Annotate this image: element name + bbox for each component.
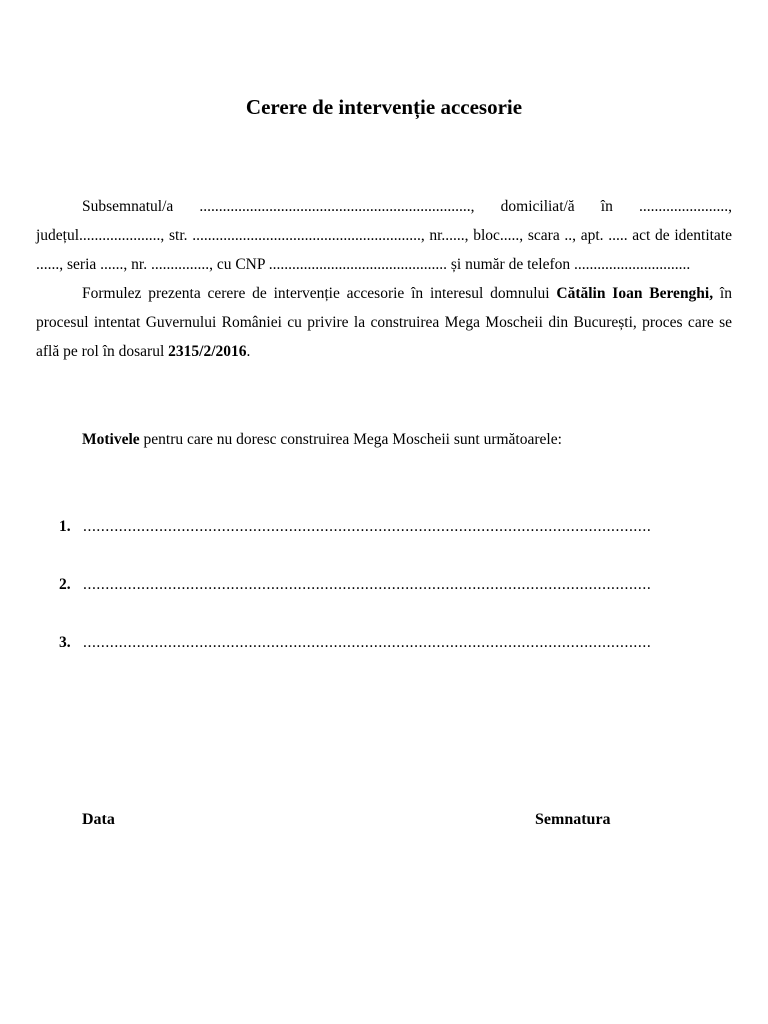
reason-item <box>59 512 679 541</box>
reason-blank-line: ............................................................................................................................... <box>83 576 652 593</box>
requester-details-paragraph: Subsemnatul/a ......................................................................, domiciliat/ă în ......................., județul....................., str. ..........................................................., nr......, bloc....., scara .., apt. ..... act de identitate ......, seria ......, nr. ..............., cu CNP .............................................. și număr de telefon .............................. <box>36 198 732 273</box>
motives-label: Motivele <box>82 431 140 448</box>
reason-number: 2. <box>59 576 71 593</box>
document-body <box>36 192 732 366</box>
document-title: Cerere de intervenție accesorie <box>245 95 523 119</box>
case-number: 2315/2/2016 <box>168 343 247 360</box>
intervention-text-middle: în procesul intentat Guvernului României cu privire la construirea Mega Moscheii din București, proces care se află pe rol în dosarul <box>36 285 732 360</box>
reason-item <box>59 570 679 599</box>
beneficiary-name: Cătălin Ioan Berenghi, <box>556 285 714 302</box>
motives-text: pentru care nu doresc construirea Mega Moscheii sunt următoarele: <box>139 431 562 448</box>
reasons-list <box>59 512 679 657</box>
intervention-text-start: Formulez prezenta cerere de intervenție accesorie în interesul domnului <box>82 285 557 302</box>
motives-intro <box>82 425 562 454</box>
reason-blank-line: ............................................................................................................................... <box>83 518 652 535</box>
reason-number: 1. <box>59 518 71 535</box>
intervention-paragraph <box>36 279 732 366</box>
signature-label: Semnatura <box>535 811 611 828</box>
reason-number: 3. <box>59 634 71 651</box>
reason-item <box>59 628 679 657</box>
reason-blank-line: ............................................................................................................................... <box>83 634 652 651</box>
intervention-text-end: . <box>246 343 251 360</box>
date-label: Data <box>82 811 115 828</box>
